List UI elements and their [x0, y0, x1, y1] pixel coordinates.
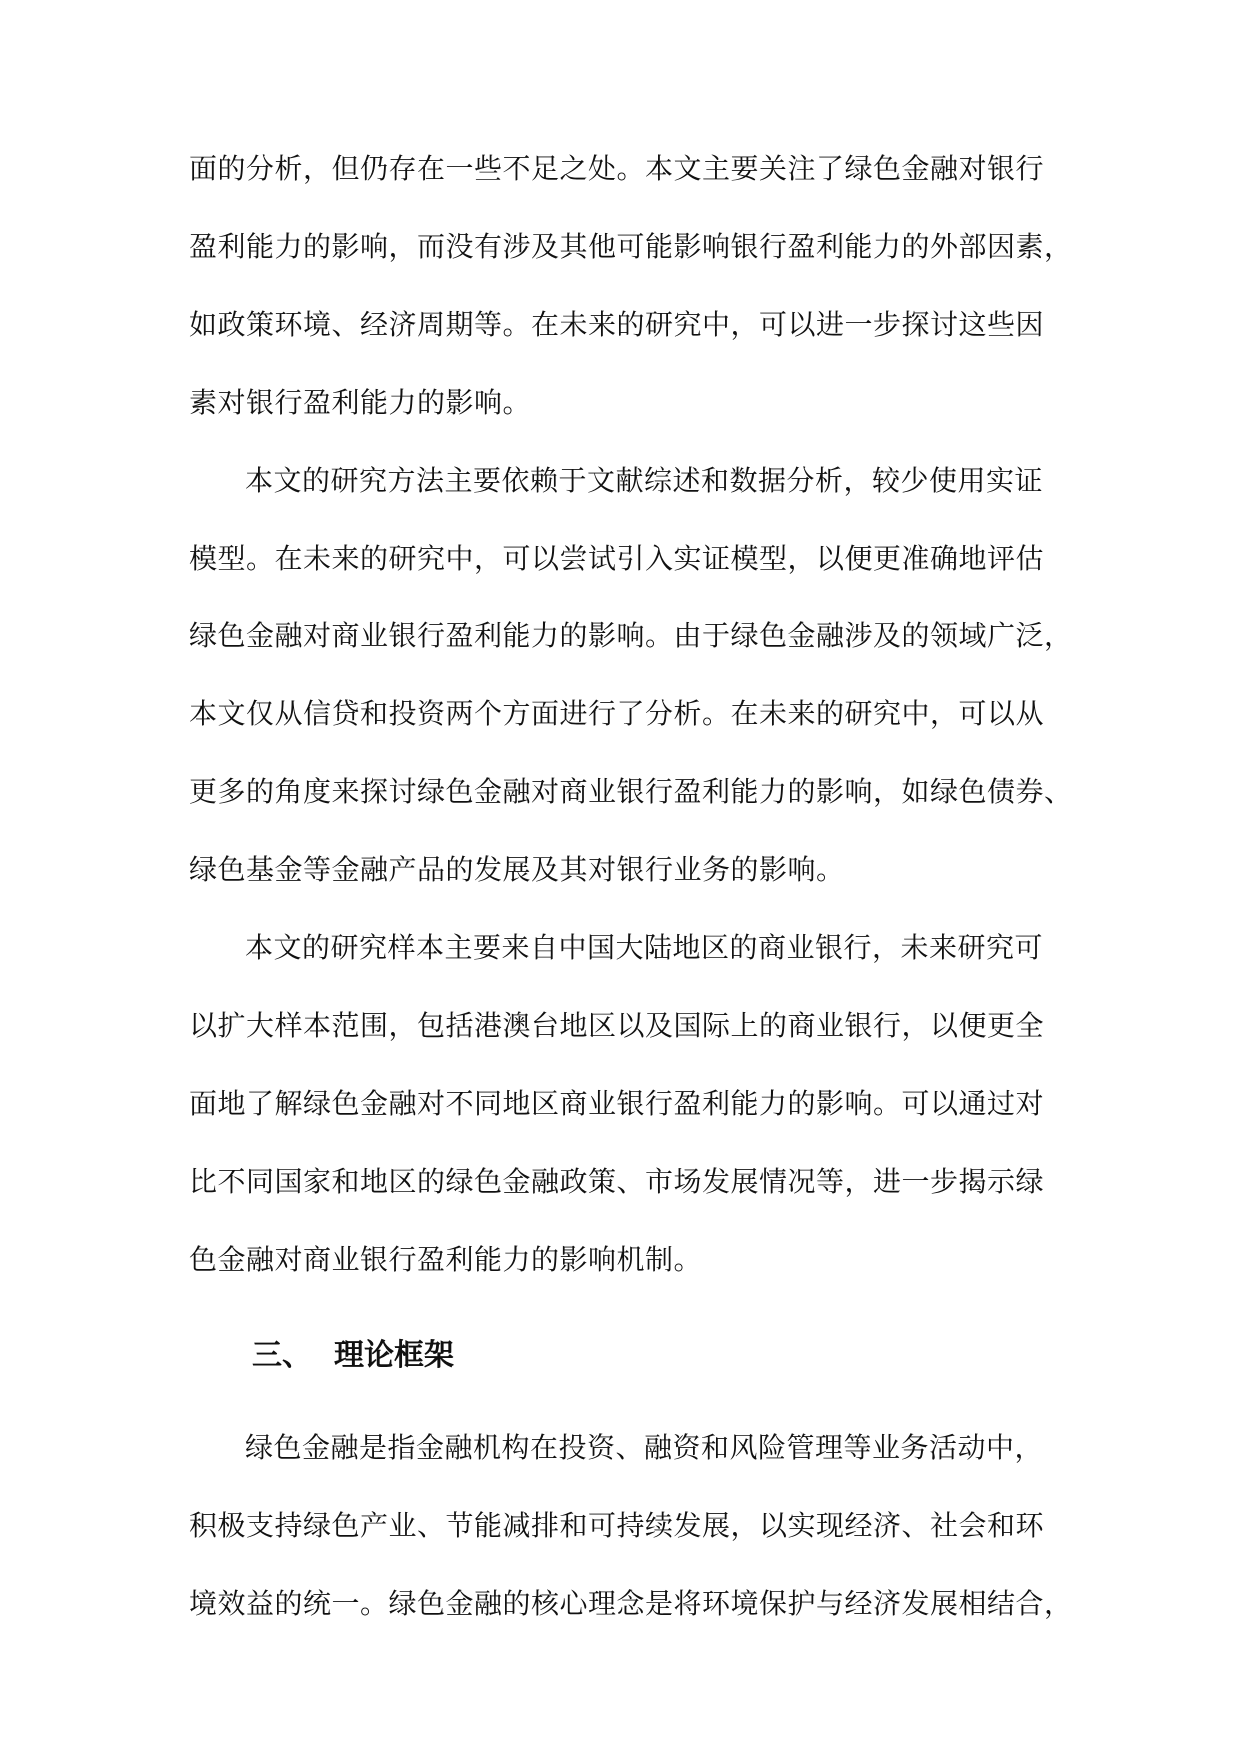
- paragraph-1-line-3: 如政策环境、经济周期等。在未来的研究中，可以进一步探讨这些因: [189, 308, 1045, 341]
- paragraph-4-line-2: 积极支持绿色产业、节能减排和可持续发展，以实现经济、社会和环: [189, 1509, 1045, 1542]
- paragraph-1-line-4: 素对银行盈利能力的影响。: [189, 386, 532, 419]
- paragraph-3-line-3: 面地了解绿色金融对不同地区商业银行盈利能力的影响。可以通过对: [189, 1087, 1045, 1120]
- paragraph-2-line-4: 本文仅从信贷和投资两个方面进行了分析。在未来的研究中，可以从: [189, 697, 1045, 730]
- section-heading: [252, 1336, 454, 1376]
- paragraph-2-line-5: 更多的角度来探讨绿色金融对商业银行盈利能力的影响，如绿色债券、: [189, 775, 1073, 808]
- paragraph-2-line-6: 绿色基金等金融产品的发展及其对银行业务的影响。: [189, 853, 845, 886]
- paragraph-1-line-1: 面的分析，但仍存在一些不足之处。本文主要关注了绿色金融对银行: [189, 152, 1045, 185]
- paragraph-4-line-3: 境效益的统一。绿色金融的核心理念是将环境保护与经济发展相结合，: [189, 1587, 1073, 1620]
- paragraph-4-line-1: 绿色金融是指金融机构在投资、融资和风险管理等业务活动中，: [245, 1431, 1044, 1464]
- paragraph-3-line-5: 色金融对商业银行盈利能力的影响机制。: [189, 1243, 703, 1276]
- paragraph-3-line-1: 本文的研究样本主要来自中国大陆地区的商业银行，未来研究可: [245, 931, 1044, 964]
- paragraph-2-line-1: 本文的研究方法主要依赖于文献综述和数据分析，较少使用实证: [245, 464, 1044, 497]
- section-heading-title: 理论框架: [334, 1338, 454, 1373]
- paragraph-3-line-4: 比不同国家和地区的绿色金融政策、市场发展情况等，进一步揭示绿: [189, 1165, 1045, 1198]
- paragraph-1-line-2: 盈利能力的影响，而没有涉及其他可能影响银行盈利能力的外部因素，: [189, 230, 1073, 263]
- section-heading-number: 三、: [252, 1338, 312, 1373]
- paragraph-3-line-2: 以扩大样本范围，包括港澳台地区以及国际上的商业银行，以便更全: [189, 1009, 1045, 1042]
- paragraph-2-line-2: 模型。在未来的研究中，可以尝试引入实证模型，以便更准确地评估: [189, 542, 1045, 575]
- paragraph-2-line-3: 绿色金融对商业银行盈利能力的影响。由于绿色金融涉及的领域广泛，: [189, 619, 1073, 652]
